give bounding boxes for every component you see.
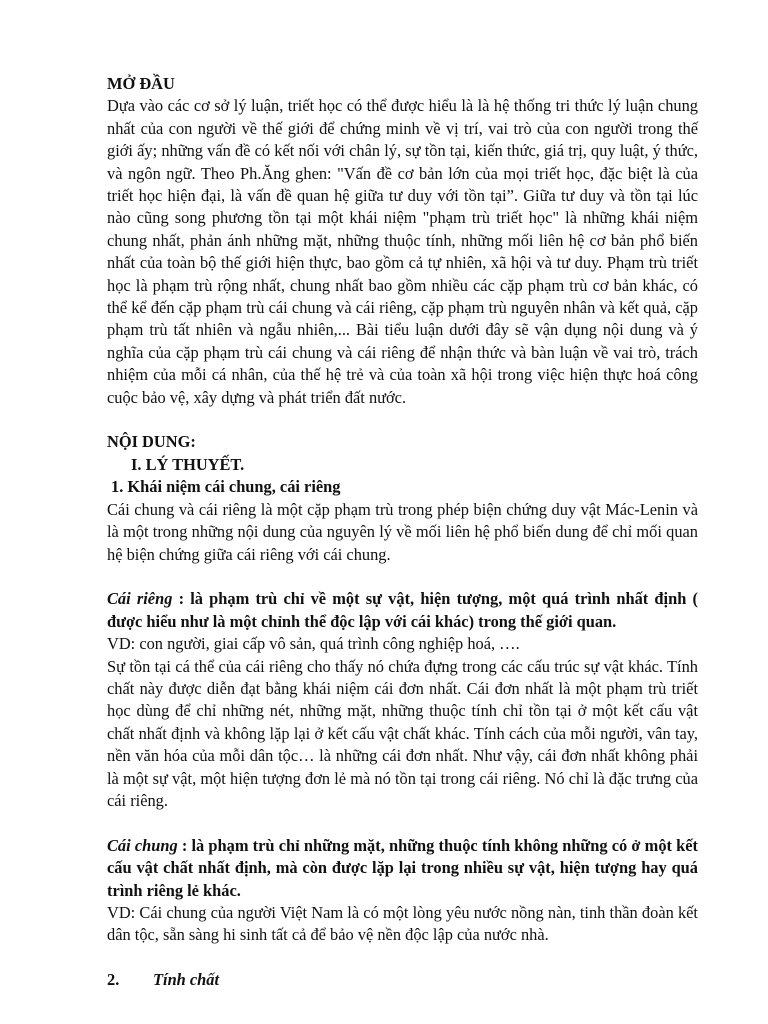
part-1-heading: I. LÝ THUYẾT.: [131, 454, 245, 474]
section-2-heading: [107, 969, 698, 991]
section-1-paragraph: Cái chung và cái riêng là một cặp phạm trù trong phép biện chứng duy vật Mác-Lenin và là một trong những nội dung của nguyên lý về mối liên hệ phổ biến dung để chỉ mối quan hệ biện chứng giữa cái riêng với cái chung.: [107, 499, 698, 564]
intro-paragraph: Dựa vào các cơ sở lý luận, triết học có thể được hiểu là là hệ thống tri thức lý luận chung nhất của con người về thế giới để chứng minh về vị trí, vai trò của con người trong thế giới ấy; những vấn đề có kết nối với chân lý, sự tồn tại, kiến thức, giá trị, quy luật, ý thức, và ngôn ngữ. Theo Ph.Ăng ghen: "Vấn đề cơ bản lớn của mọi triết học, đặc biệt là của triết học hiện đại, là vấn đề quan hệ giữa tư duy với tồn tại”. Giữa tư duy và tồn tại lúc nào cũng song phương tồn tại một khái niệm "phạm trù triết học" là những khái niệm chung nhất, phản ánh những mặt, những thuộc tính, những mối liên hệ cơ bản phổ biến nhất của toàn bộ thế giới hiện thực, bao gồm cả tự nhiên, xã hội và tư duy. Phạm trù triết học là phạm trù rộng nhất, chung nhất bao gồm nhiều các cặp phạm trù cơ bản khác, có thể kể đến cặp phạm trù cái chung và cái riêng, cặp phạm trù nguyên nhân và kết quả, cặp phạm trù tất nhiên và ngẫu nhiên,... Bài tiểu luận dưới đây sẽ vận dụng nội dung và ý nghĩa của cặp phạm trù cái chung và cái riêng để nhận thức và bàn luận về vai trò, trách nhiệm của mỗi cá nhân, của thế hệ trẻ và của toàn xã hội trong việc hiện thực hoá công cuộc bảo vệ, xây dựng và phát triển đất nước.: [107, 96, 698, 407]
cai-chung-definition: [107, 835, 698, 902]
section-1-heading: 1. Khái niệm cái chung, cái riêng: [111, 477, 341, 497]
content-heading: NỘI DUNG:: [107, 432, 196, 452]
cai-rieng-example: VD: con người, giai cấp vô sản, quá trình công nghiệp hoá, ….: [107, 634, 520, 654]
document-body: [107, 73, 698, 992]
section-2-number: 2.: [107, 970, 120, 990]
cai-chung-example: VD: Cái chung của người Việt Nam là có một lòng yêu nước nồng nàn, tinh thần đoàn kết dân tộc, sẵn sàng hi sinh tất cả để bảo vệ nền độc lập của nước nhà.: [107, 902, 698, 945]
spacer: [107, 812, 698, 834]
spacer: [107, 947, 698, 969]
cai-rieng-paragraph: Sự tồn tại cá thể của cái riêng cho thấy nó chứa đựng trong các cấu trúc sự vật khác. Tính chất này được diễn đạt bằng khái niệm cái đơn nhất. Cái đơn nhất là một phạm trù triết học dùng để chỉ những nét, những mặt, những thuộc tính chỉ tồn tại ở một kết cấu vật chất nhất định và không lặp lại ở kết cấu vật chất khác. Tính cách của mỗi người, vân tay, nền văn hóa của mỗi dân tộc… là những cái đơn nhất. Như vậy, cái đơn nhất không phải là một sự vật, một hiện tượng đơn lẻ mà nó tồn tại trong cái riêng. Nó chỉ là đặc trưng của cái riêng.: [107, 656, 698, 810]
cai-rieng-definition: [107, 588, 698, 633]
cai-rieng-term: Cái riêng: [107, 589, 173, 609]
spacer: [107, 409, 698, 431]
cai-chung-definition-text: : là phạm trù chỉ những mặt, những thuộc tính không những có ở một kết cấu vật chất nhất định, mà còn được lặp lại trong nhiều sự vật, hiện tượng hay quá trình riêng lẻ khác.: [107, 835, 698, 900]
section-2-title: Tính chất: [153, 970, 220, 990]
intro-heading: MỞ ĐẦU: [107, 74, 175, 93]
spacer: [107, 566, 698, 588]
cai-rieng-definition-text: : là phạm trù chỉ về một sự vật, hiện tượng, một quá trình nhất định ( được hiểu như là một chỉnh thể độc lập với cái khác) trong thế giới quan.: [107, 589, 698, 631]
cai-chung-term: Cái chung: [107, 835, 178, 855]
